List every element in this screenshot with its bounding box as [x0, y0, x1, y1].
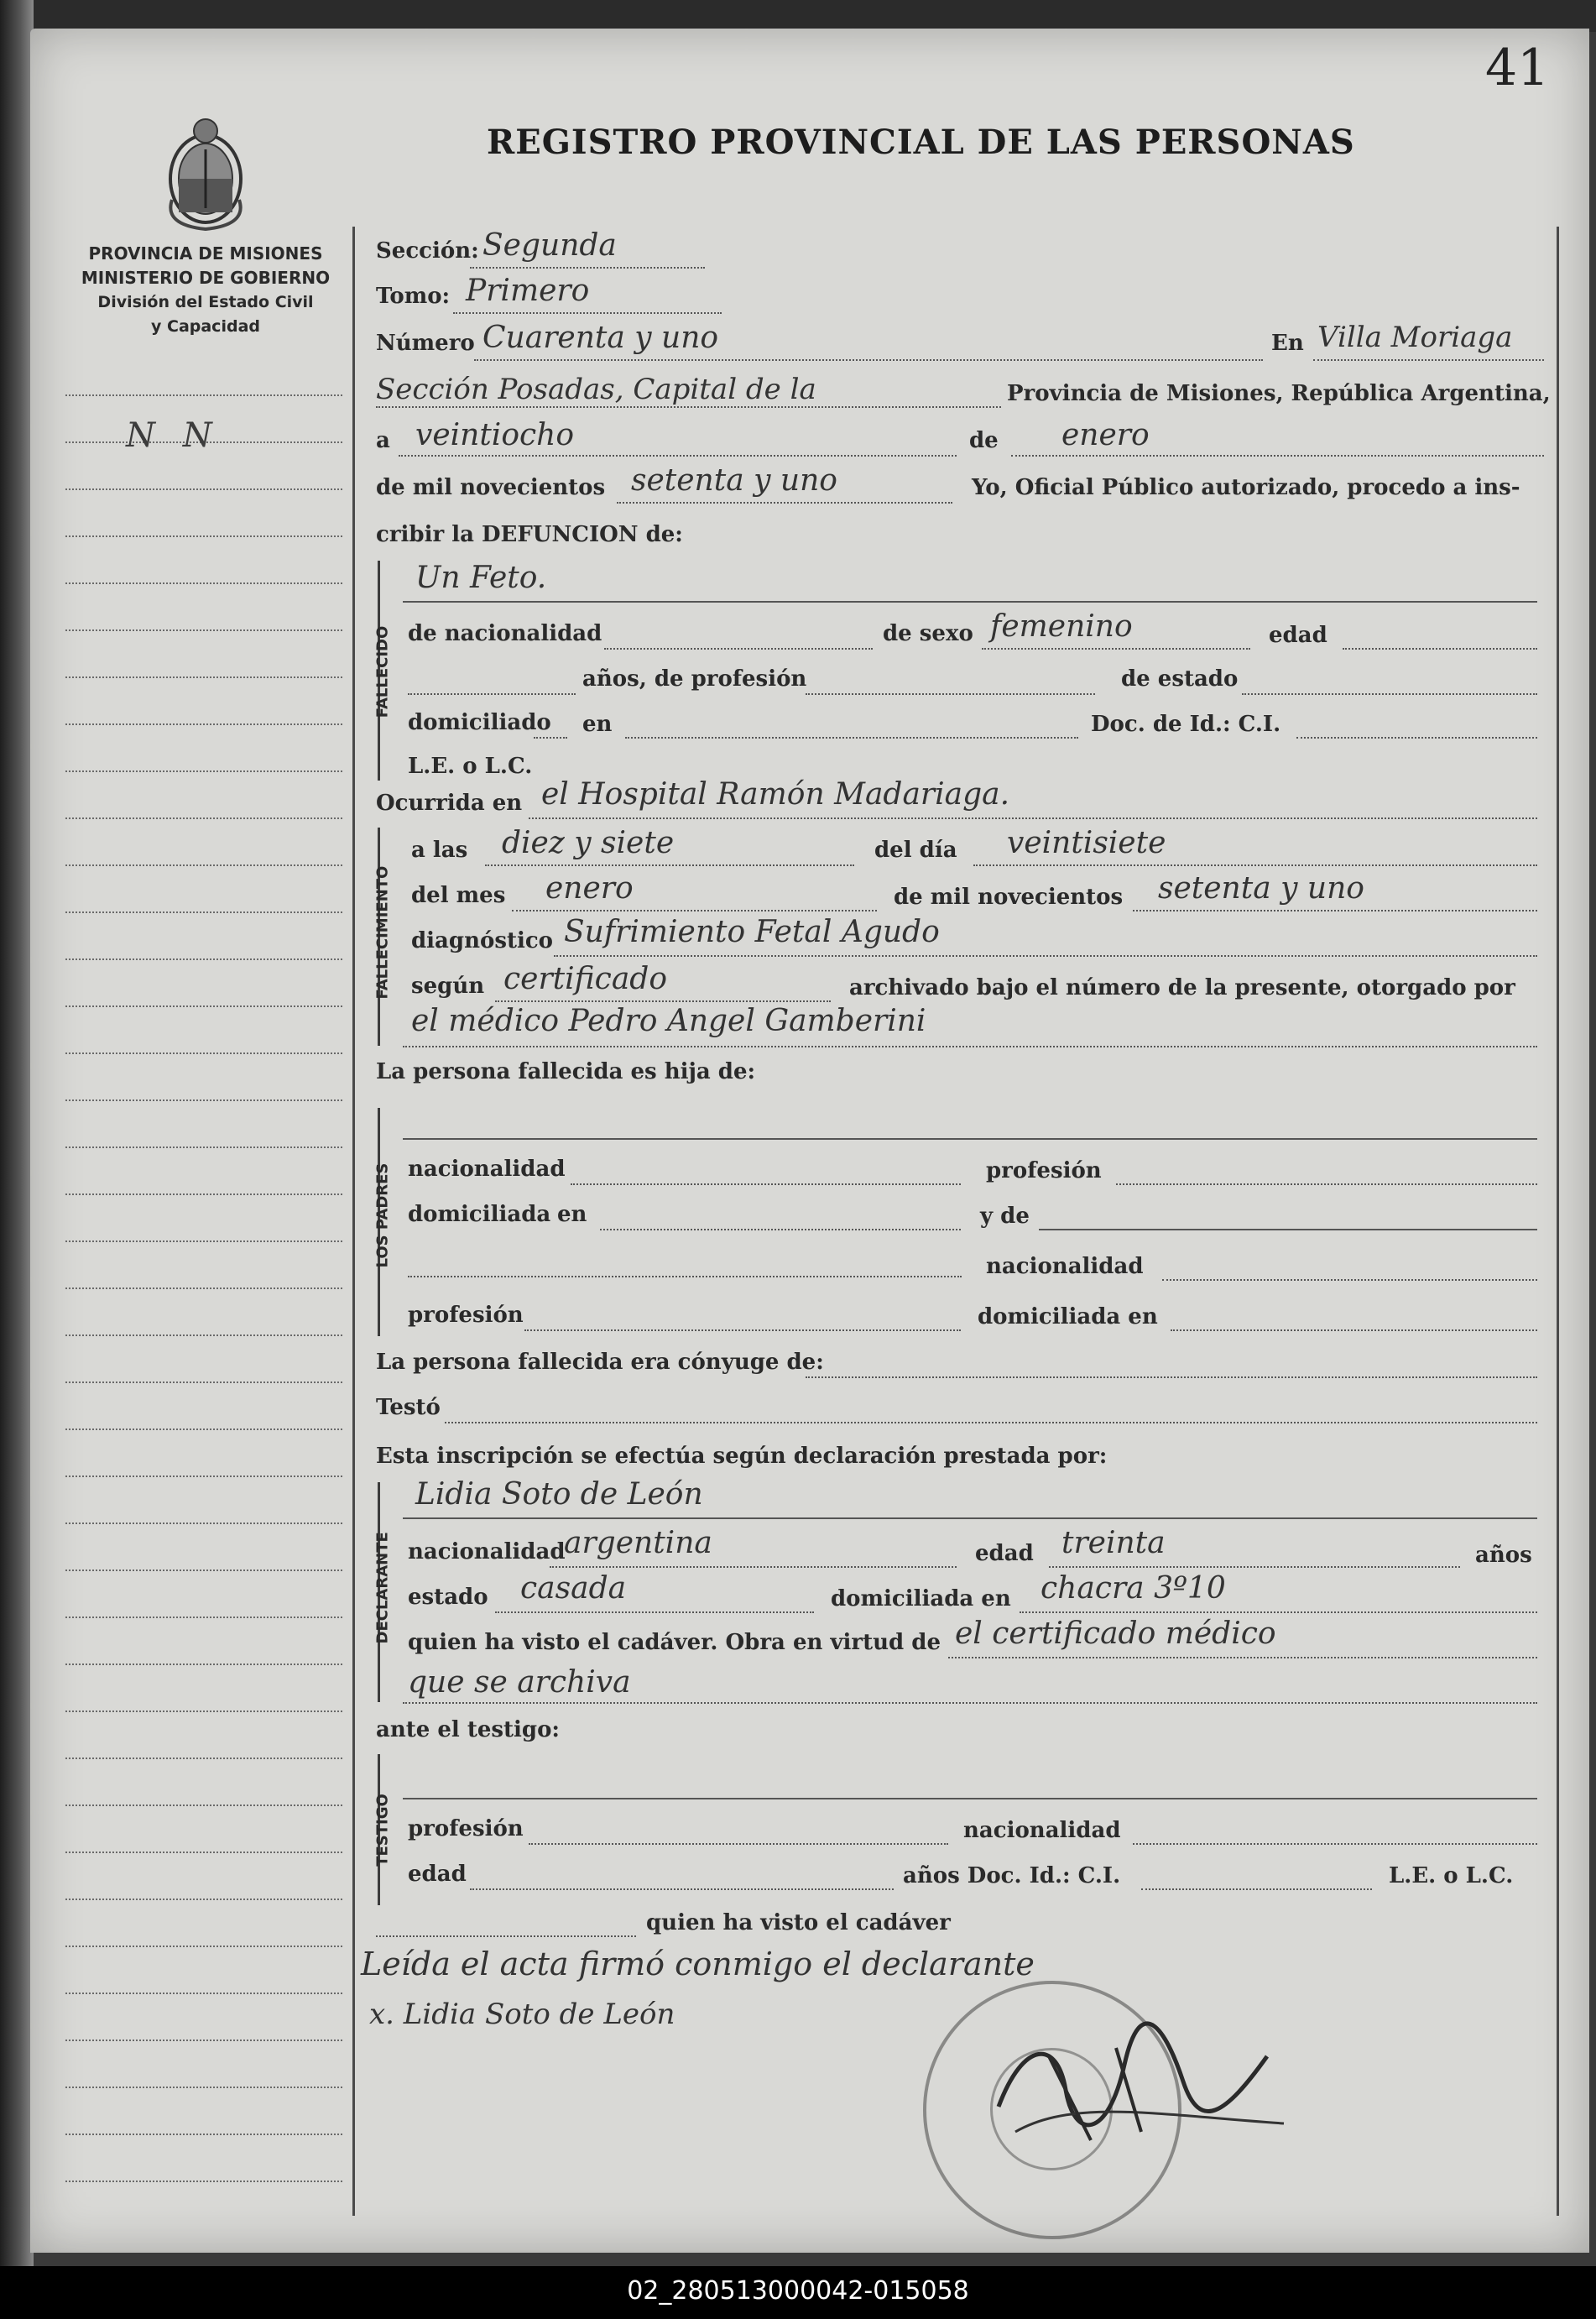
book-top-edge	[0, 0, 1596, 32]
line-d-estado	[495, 1611, 814, 1613]
line-dia	[399, 455, 957, 457]
value-d-domicilio: chacra 3º10	[1041, 1571, 1226, 1606]
office-line-4: y Capacidad	[151, 317, 260, 336]
margin-rule	[65, 1522, 342, 1524]
label-d-visto: quien ha visto el cadáver. Obra en virtud de	[408, 1630, 941, 1655]
value-d-edad: treinta	[1061, 1526, 1166, 1560]
margin-rule	[65, 1758, 342, 1759]
issuing-office	[59, 242, 352, 339]
line-conyuge	[806, 1376, 1537, 1378]
margin-rule	[65, 676, 342, 678]
value-anio: setenta y uno	[631, 463, 837, 498]
line-t-edad	[470, 1888, 894, 1890]
label-en: En	[1271, 331, 1304, 356]
official-signature-icon	[948, 2006, 1301, 2174]
margin-rule	[65, 1993, 342, 1994]
label-de-mil: de mil novecientos	[376, 475, 606, 500]
office-line-1: PROVINCIA DE MISIONES	[88, 243, 323, 264]
value-ocurrida: el Hospital Ramón Madariaga.	[541, 777, 1010, 812]
label-t-anos: años Doc. Id.: C.I.	[903, 1863, 1121, 1888]
value-mes: enero	[1061, 418, 1150, 452]
line-doc	[1296, 737, 1537, 739]
label-le: L.E. o L.C.	[408, 754, 533, 779]
line-d-domicilio	[1020, 1611, 1537, 1613]
label-p-yde: y de	[980, 1204, 1030, 1229]
margin-rule	[65, 1805, 342, 1806]
label-t-le: L.E. o L.C.	[1389, 1863, 1514, 1888]
label-t-edad: edad	[408, 1862, 467, 1887]
label-d-domiciliada: domiciliada en	[831, 1586, 1011, 1611]
margin-rule	[65, 1146, 342, 1148]
margin-rule	[65, 1240, 342, 1242]
margin-rule	[65, 817, 342, 819]
label-testo: Testó	[376, 1395, 441, 1420]
label-d-nacionalidad: nacionalidad	[408, 1539, 566, 1564]
value-dia-f: veintisiete	[1007, 826, 1166, 860]
line-m-profesion	[524, 1329, 961, 1331]
line-d-nacionalidad	[550, 1566, 957, 1568]
margin-rule	[65, 535, 342, 537]
margin-rule	[65, 1617, 342, 1618]
line-declarante	[403, 1517, 1537, 1519]
label-segun: según	[411, 974, 485, 999]
label-t-profesion: profesión	[408, 1816, 524, 1841]
line-medico	[403, 1046, 1537, 1047]
line-testigo-nombre	[403, 1798, 1537, 1799]
label-hija: La persona fallecida es hija de:	[376, 1059, 756, 1084]
line-p-domicilio2	[408, 1276, 962, 1277]
margin-rule	[65, 1570, 342, 1571]
margin-rule	[65, 1287, 342, 1289]
label-de-mil2: de mil novecientos	[894, 885, 1124, 910]
value-seccion: Segunda	[482, 228, 617, 263]
margin-rule	[65, 2040, 342, 2041]
left-rule	[352, 227, 355, 2216]
line-t-profesion	[529, 1843, 948, 1845]
margin-rule	[65, 2134, 342, 2135]
value-medico: el médico Pedro Angel Gamberini	[411, 1004, 926, 1038]
value-d-obra: el certificado médico	[955, 1617, 1276, 1651]
closing-line-2: x. Lidia Soto de León	[369, 1998, 675, 2031]
margin-rule	[65, 1852, 342, 1853]
margin-rule	[65, 2181, 342, 2182]
label-yo: Yo, Oficial Público autorizado, procedo a ins-	[972, 475, 1520, 500]
label-t-visto: quien ha visto el cadáver	[646, 1910, 951, 1935]
label-provincia: Provincia de Misiones, República Argentina,	[1007, 381, 1551, 406]
tag-padres: LOS PADRES	[373, 1162, 392, 1268]
margin-rule	[65, 770, 342, 772]
label-a: a	[376, 428, 390, 453]
line-p-domicilio	[600, 1229, 961, 1230]
label-de: de	[969, 428, 999, 453]
margin-rule	[65, 1052, 342, 1054]
label-p-profesion: profesión	[986, 1158, 1102, 1183]
margin-rule	[65, 1193, 342, 1195]
line-mes-f	[512, 910, 877, 911]
label-numero: Número	[376, 331, 475, 356]
label-anos-prof: años, de profesión	[582, 666, 807, 692]
line-anos	[408, 693, 576, 695]
book-spine-edge	[0, 0, 34, 2319]
margin-rule	[65, 1899, 342, 1900]
line-p-nacionalidad	[571, 1183, 961, 1185]
value-d-nacionalidad: argentina	[564, 1526, 712, 1560]
line-seccion	[470, 267, 705, 269]
folio-number: 41	[1485, 39, 1550, 97]
line-padre-nombre	[403, 1138, 1537, 1140]
line-edad	[1343, 648, 1537, 650]
value-numero: Cuarenta y uno	[482, 321, 719, 355]
label-del-mes: del mes	[411, 883, 506, 908]
value-sexo: femenino	[990, 609, 1133, 644]
value-dia: veintiocho	[415, 418, 575, 452]
label-d-anos: años	[1475, 1543, 1532, 1568]
line-testo	[445, 1422, 1537, 1423]
margin-rule	[65, 723, 342, 725]
value-en: Villa Moriaga	[1317, 321, 1513, 354]
margin-rule	[65, 394, 342, 396]
label-a-las: a las	[411, 838, 468, 863]
label-doc: Doc. de Id.: C.I.	[1091, 712, 1281, 737]
label-d-edad: edad	[975, 1541, 1034, 1566]
label-d-estado: estado	[408, 1585, 488, 1610]
line-hora	[485, 864, 854, 866]
value-declarante: Lidia Soto de León	[415, 1477, 703, 1512]
line-m-nacionalidad	[1162, 1279, 1537, 1281]
label-t-nacionalidad: nacionalidad	[963, 1818, 1121, 1843]
label-p-nacionalidad: nacionalidad	[408, 1157, 566, 1182]
label-domiciliado: domiciliado	[408, 710, 551, 735]
office-line-2: MINISTERIO DE GOBIERNO	[81, 268, 331, 288]
label-p-domiciliada: domiciliada	[408, 1202, 551, 1227]
margin-rule	[65, 1334, 342, 1336]
label-ante: ante el testigo:	[376, 1717, 561, 1742]
margin-rule	[65, 582, 342, 584]
national-seal-icon	[159, 107, 252, 233]
label-sexo: de sexo	[883, 621, 973, 646]
margin-rule	[65, 488, 342, 490]
tag-declarante: DECLARANTE	[373, 1532, 392, 1644]
image-identifier: 02_280513000042-015058	[627, 2276, 969, 2306]
margin-rule	[65, 1475, 342, 1477]
line-lugar	[376, 406, 1001, 408]
line-t-visto	[376, 1935, 636, 1937]
line-anio	[617, 502, 952, 504]
line-mes	[1011, 455, 1544, 457]
margin-rule	[65, 1428, 342, 1430]
line-sexo	[982, 648, 1250, 650]
line-tomo	[453, 312, 722, 314]
line-d-edad	[1049, 1566, 1460, 1568]
value-fallecido: Un Feto.	[415, 561, 547, 595]
line-nacionalidad	[604, 648, 873, 650]
label-conyuge: La persona fallecida era cónyuge de:	[376, 1350, 824, 1375]
label-seccion: Sección:	[376, 238, 479, 264]
line-domicilio	[625, 737, 1078, 739]
margin-rule	[65, 2087, 342, 2088]
line-anio-f	[1133, 910, 1537, 911]
value-hora: diez y siete	[502, 826, 675, 860]
line-fallecido	[403, 601, 1537, 603]
right-rule	[1557, 227, 1559, 2216]
label-p-en: en	[557, 1202, 587, 1227]
label-p-domiciliada2: domiciliada en	[978, 1304, 1158, 1329]
line-t-nacionalidad	[1133, 1843, 1537, 1845]
tag-fallecimiento: FALLECIMIENTO	[373, 865, 392, 1000]
margin-rule	[65, 1711, 342, 1712]
line-segun	[495, 1000, 831, 1002]
line-estado	[1242, 693, 1537, 695]
value-tomo: Primero	[466, 274, 590, 308]
margin-notes-column	[65, 394, 342, 2191]
label-diagnostico: diagnóstico	[411, 928, 554, 953]
document-title: REGISTRO PROVINCIAL DE LAS PERSONAS	[487, 123, 1355, 162]
line-m-domicilio	[1171, 1329, 1537, 1331]
value-diagnostico: Sufrimiento Fetal Agudo	[564, 915, 940, 949]
label-tomo: Tomo:	[376, 284, 451, 309]
label-nacionalidad: de nacionalidad	[408, 621, 602, 646]
label-estado: de estado	[1121, 666, 1239, 692]
line-numero	[474, 359, 1263, 361]
margin-rule	[65, 1946, 342, 1947]
margin-rule	[65, 1664, 342, 1665]
margin-rule	[65, 958, 342, 960]
line-p-profesion	[1116, 1183, 1537, 1185]
label-edad: edad	[1269, 623, 1327, 648]
line-madre-nombre	[1039, 1229, 1537, 1230]
office-line-3: División del Estado Civil	[97, 293, 314, 311]
tag-testigo: TESTIGO	[373, 1794, 392, 1867]
label-archivado: archivado bajo el número de la presente, otorgado por	[849, 975, 1515, 1000]
tag-fallecido: FALLECIDO	[373, 625, 392, 718]
margin-rule	[65, 1099, 342, 1101]
line-profesion	[806, 693, 1095, 695]
line-d-obra2	[403, 1702, 1537, 1704]
label-inscripcion: Esta inscripción se efectúa según declaración prestada por:	[376, 1444, 1108, 1469]
margin-note: N N	[126, 416, 221, 455]
margin-rule	[65, 1005, 342, 1007]
label-en2: en	[582, 712, 613, 737]
label-ocurrida: Ocurrida en	[376, 791, 523, 816]
closing-line-1: Leída el acta firmó conmigo el declarante	[361, 1946, 1035, 1982]
label-p-profesion2: profesión	[408, 1303, 524, 1328]
line-domiciliado	[534, 737, 567, 739]
line-ocurrida	[529, 817, 1537, 819]
line-d-obra	[948, 1657, 1537, 1658]
margin-rule	[65, 864, 342, 866]
value-mes-f: enero	[545, 871, 634, 906]
value-lugar: Sección Posadas, Capital de la	[376, 373, 816, 406]
line-dia-f	[973, 864, 1537, 866]
value-d-estado: casada	[520, 1571, 627, 1606]
margin-rule	[65, 629, 342, 631]
value-d-obra2: que se archiva	[408, 1665, 631, 1700]
line-diagnostico	[554, 955, 1537, 957]
value-segun: certificado	[503, 962, 668, 996]
label-del-dia: del día	[874, 838, 957, 863]
label-cribir: cribir la DEFUNCION de:	[376, 522, 683, 547]
line-t-doc	[1141, 1888, 1372, 1890]
margin-rule	[65, 911, 342, 913]
label-p-nacionalidad2: nacionalidad	[986, 1254, 1144, 1279]
line-en	[1313, 359, 1544, 361]
value-anio-f: setenta y uno	[1158, 871, 1364, 906]
margin-rule	[65, 1381, 342, 1383]
